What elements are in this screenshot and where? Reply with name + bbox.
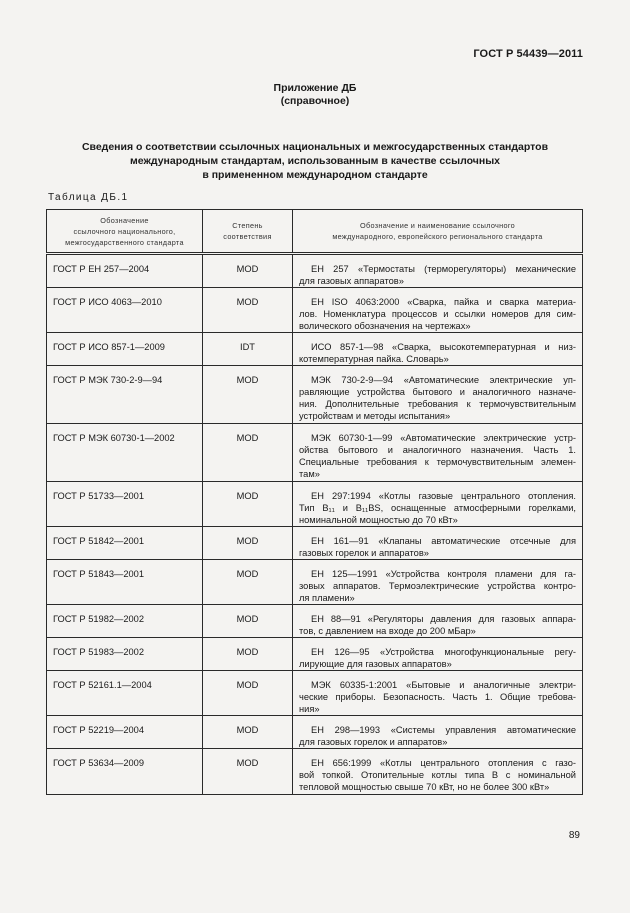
cell-national-standard: ГОСТ Р 52161.1—2004 <box>47 671 203 716</box>
col-header-designation <box>47 210 203 254</box>
cell-international-standard <box>293 527 583 560</box>
description-line: тов, с давлением на входе до 200 мБар» <box>299 626 476 636</box>
table-row <box>47 716 583 749</box>
cell-degree: MOD <box>203 288 293 333</box>
heading-line-2: международным стандартам, использованным в качестве ссылочных <box>129 155 500 167</box>
col3-header-line: Обозначение и наименование ссылочного <box>360 221 515 230</box>
cell-international-standard <box>293 671 583 716</box>
description-line: ИСО 857-1—98 «Сварка, высокотемпературная и низ- <box>311 342 576 352</box>
description-line: для газовых аппаратов» <box>299 276 404 286</box>
description-line: номинальной мощностью до 70 кВт» <box>299 515 458 525</box>
col2-header-line: Степень <box>232 221 263 230</box>
description-line: зовых аппаратов. Термоэлектрические устройства контро- <box>299 581 576 591</box>
description-line: ния. Дополнительные требования к термочувствительным <box>299 399 576 409</box>
description-line: ЕН 88—91 «Регуляторы давления для газовых аппара- <box>311 614 576 624</box>
appendix-title: Приложение ДБ <box>273 82 357 94</box>
cell-degree: MOD <box>203 482 293 527</box>
cell-national-standard: ГОСТ Р 51733—2001 <box>47 482 203 527</box>
description-line: равляющие устройства бытового и аналогичного назначе- <box>299 387 576 397</box>
description-line: для газовых горелок и аппаратов» <box>299 737 448 747</box>
section-heading <box>40 140 590 182</box>
cell-national-standard: ГОСТ Р ЕН 257—2004 <box>47 254 203 288</box>
col1-header-line: межгосударственного стандарта <box>65 237 184 247</box>
description-line: МЭК 60335-1:2001 «Бытовые и аналогичные электри- <box>311 680 576 690</box>
table-row <box>47 605 583 638</box>
description-line: ческие приборы. Безопасность. Часть 1. Общие требова- <box>299 692 576 702</box>
cell-national-standard: ГОСТ Р ИСО 857-1—2009 <box>47 333 203 366</box>
cell-international-standard <box>293 638 583 671</box>
description-line: Тип B₁₁ и B₁₁BS, оснащенные атмосферными горелками, <box>299 503 576 513</box>
description-line: устройствам и методы испытания» <box>299 411 451 421</box>
cell-national-standard: ГОСТ Р 51843—2001 <box>47 560 203 605</box>
description-line: ния» <box>299 704 320 714</box>
cell-international-standard <box>293 254 583 288</box>
table-row <box>47 560 583 605</box>
cell-international-standard <box>293 716 583 749</box>
table-row <box>47 288 583 333</box>
description-line: ЕН 297:1994 «Котлы газовые центрального отопления. <box>311 491 576 501</box>
cell-national-standard: ГОСТ Р 53634—2009 <box>47 749 203 795</box>
description-line: лов. Номенклатура процессов и ссылки номеров для сим- <box>299 309 576 319</box>
table-label: Таблица ДБ.1 <box>48 192 129 203</box>
table-row <box>47 749 583 795</box>
description-line: ЕН 257 «Термостаты (терморегуляторы) механические <box>311 264 576 274</box>
description-line: Специальные требования к термочувствительным элемен- <box>299 457 576 467</box>
cell-degree: MOD <box>203 716 293 749</box>
table-row <box>47 671 583 716</box>
table-row <box>47 424 583 482</box>
table-body <box>47 254 583 795</box>
description-line: ЕН 161—91 «Клапаны автоматические отсечные для <box>311 536 576 546</box>
table-row <box>47 638 583 671</box>
cell-degree: MOD <box>203 749 293 795</box>
table-row <box>47 333 583 366</box>
description-line: ЕН 125—1991 «Устройства контроля пламени для га- <box>311 569 576 579</box>
cell-degree: MOD <box>203 560 293 605</box>
cell-international-standard <box>293 424 583 482</box>
heading-line-3: в примененном международном стандарте <box>202 169 428 181</box>
table-row <box>47 527 583 560</box>
cell-international-standard <box>293 482 583 527</box>
appendix-subtitle: (справочное) <box>280 94 350 107</box>
description-line: там» <box>299 469 320 479</box>
cell-degree: MOD <box>203 638 293 671</box>
table-header-row <box>47 210 583 254</box>
col3-header-line: международного, европейского регионального стандарта <box>332 232 543 241</box>
description-line: ЕН 126—95 «Устройства многофункциональные регу- <box>311 647 576 657</box>
table-row <box>47 254 583 288</box>
col1-header-line: ссылочного национального, <box>73 226 176 236</box>
cell-national-standard: ГОСТ Р 51983—2002 <box>47 638 203 671</box>
cell-degree: MOD <box>203 424 293 482</box>
cell-degree: MOD <box>203 366 293 424</box>
cell-national-standard: ГОСТ Р МЭК 60730-1—2002 <box>47 424 203 482</box>
description-line: ля пламени» <box>299 593 355 603</box>
col-header-degree <box>203 210 293 254</box>
appendix-title-block <box>0 82 630 107</box>
cell-international-standard <box>293 749 583 795</box>
col-header-international <box>293 210 583 254</box>
cell-degree: MOD <box>203 527 293 560</box>
description-line: ойства бытового и аналогичного назначения. Часть 1. <box>299 445 576 455</box>
table-row <box>47 366 583 424</box>
description-line: котемпературная пайка. Словарь» <box>299 354 449 364</box>
description-line: тепловой мощностью свыше 70 кВт, но не более 300 кВт» <box>299 782 550 792</box>
correspondence-table <box>46 209 583 795</box>
description-line: МЭК 730-2-9—94 «Автоматические электрические уп- <box>311 375 576 385</box>
cell-international-standard <box>293 605 583 638</box>
cell-national-standard: ГОСТ Р 51982—2002 <box>47 605 203 638</box>
description-line: лирующие для газовых аппаратов» <box>299 659 452 669</box>
cell-international-standard <box>293 333 583 366</box>
description-line: волического обозначения на чертежах» <box>299 321 471 331</box>
heading-line-1: Сведения о соответствии ссылочных национальных и межгосударственных стандартов <box>81 141 549 153</box>
description-line: ЕН ISO 4063:2000 «Сварка, пайка и сварка материа- <box>311 297 576 307</box>
cell-degree: IDT <box>203 333 293 366</box>
cell-international-standard <box>293 288 583 333</box>
col2-header-line: соответствия <box>223 232 272 241</box>
cell-degree: MOD <box>203 254 293 288</box>
page-number: 89 <box>568 830 580 841</box>
standard-header: ГОСТ Р 54439—2011 <box>473 48 583 60</box>
description-line: МЭК 60730-1—99 «Автоматические электрические устр- <box>311 433 576 443</box>
description-line: вой топкой. Отопительные котлы типа В с номинальной <box>299 770 576 780</box>
cell-national-standard: ГОСТ Р ИСО 4063—2010 <box>47 288 203 333</box>
cell-international-standard <box>293 366 583 424</box>
description-line: ЕН 298—1993 «Системы управления автоматические <box>311 725 576 735</box>
table-row <box>47 482 583 527</box>
cell-degree: MOD <box>203 671 293 716</box>
cell-national-standard: ГОСТ Р 51842—2001 <box>47 527 203 560</box>
cell-international-standard <box>293 560 583 605</box>
cell-national-standard: ГОСТ Р МЭК 730-2-9—94 <box>47 366 203 424</box>
col1-header-line: Обозначение <box>100 215 149 225</box>
description-line: ЕН 656:1999 «Котлы центрального отопления с газо- <box>311 758 576 768</box>
description-line: газовых горелок и аппаратов» <box>299 548 429 558</box>
cell-national-standard: ГОСТ Р 52219—2004 <box>47 716 203 749</box>
cell-degree: MOD <box>203 605 293 638</box>
